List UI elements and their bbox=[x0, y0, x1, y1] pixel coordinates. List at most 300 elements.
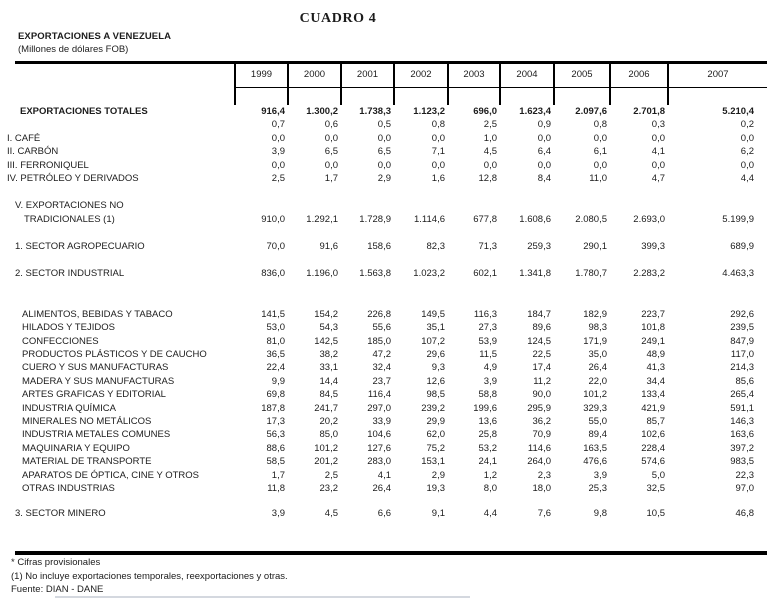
value-cell: 0,0 bbox=[377, 132, 391, 144]
value-cell: 53,9 bbox=[478, 335, 497, 347]
value-cell: 142,5 bbox=[314, 335, 338, 347]
value-cell: 264,0 bbox=[527, 456, 551, 468]
year-header: 2003 bbox=[447, 64, 499, 88]
section-spacer bbox=[5, 226, 767, 240]
value-cell bbox=[447, 199, 499, 212]
value-cell bbox=[667, 199, 767, 212]
table-row bbox=[5, 442, 767, 455]
value-cell: 32,4 bbox=[372, 362, 391, 374]
value-cell: 6,4 bbox=[537, 146, 551, 158]
value-cell: 241,7 bbox=[314, 402, 338, 414]
row-label: ALIMENTOS, BEBIDAS Y TABACO bbox=[22, 308, 173, 320]
value-cell: 5.199,9 bbox=[722, 213, 754, 225]
table-row bbox=[5, 507, 767, 520]
value-cell: 1.196,0 bbox=[306, 267, 338, 279]
value-cell: 17,3 bbox=[266, 416, 285, 428]
value-cell: 116,4 bbox=[367, 389, 391, 401]
year-header: 1999 bbox=[234, 64, 287, 88]
row-label: MAQUINARIA Y EQUIPO bbox=[22, 442, 130, 454]
value-cell: 1,6 bbox=[431, 172, 445, 184]
value-cell: 141,5 bbox=[261, 308, 285, 320]
row-label: 1. SECTOR AGROPECUARIO bbox=[15, 241, 145, 253]
value-cell: 6,1 bbox=[593, 146, 607, 158]
row-label: EXPORTACIONES TOTALES bbox=[20, 106, 148, 117]
table-row bbox=[5, 375, 767, 388]
year-header: 2000 bbox=[287, 64, 340, 88]
value-cell bbox=[393, 199, 447, 212]
value-cell: 33,9 bbox=[372, 416, 391, 428]
header-ext-spacer bbox=[5, 88, 234, 105]
table-row bbox=[5, 172, 767, 185]
value-cell: 297,0 bbox=[367, 402, 391, 414]
value-cell: 36,2 bbox=[532, 416, 551, 428]
table-row bbox=[5, 240, 767, 253]
value-cell: 89,6 bbox=[532, 322, 551, 334]
value-cell: 1,7 bbox=[271, 469, 285, 481]
value-cell: 295,9 bbox=[527, 402, 551, 414]
row-label: 2. SECTOR INDUSTRIAL bbox=[15, 267, 125, 279]
row-label: I. CAFÉ bbox=[7, 132, 41, 144]
value-cell: 397,2 bbox=[730, 442, 754, 454]
value-cell: 153,1 bbox=[421, 456, 445, 468]
table-row bbox=[5, 308, 767, 321]
value-cell: 107,2 bbox=[421, 335, 445, 347]
value-cell: 2,5 bbox=[271, 172, 285, 184]
table-bottom-rule bbox=[15, 551, 767, 555]
value-cell: 3,9 bbox=[483, 375, 497, 387]
value-cell: 1,7 bbox=[324, 172, 338, 184]
value-cell: 4,5 bbox=[324, 508, 338, 520]
value-cell: 25,3 bbox=[588, 482, 607, 494]
value-cell: 1.023,2 bbox=[413, 267, 445, 279]
table-header-row bbox=[5, 64, 767, 88]
value-cell: 1.563,8 bbox=[359, 267, 391, 279]
value-cell: 69,8 bbox=[266, 389, 285, 401]
value-cell: 602,1 bbox=[473, 267, 497, 279]
value-cell: 910,0 bbox=[261, 213, 285, 225]
value-cell: 2.097,6 bbox=[575, 106, 607, 117]
value-cell bbox=[499, 199, 553, 212]
value-cell: 329,3 bbox=[583, 402, 607, 414]
value-cell: 5.210,4 bbox=[722, 106, 754, 117]
value-cell: 11,5 bbox=[479, 349, 497, 361]
value-cell: 0,0 bbox=[324, 159, 338, 171]
value-cell: 70,0 bbox=[266, 241, 285, 253]
value-cell: 4,7 bbox=[651, 172, 665, 184]
footnote-exclusions: (1) No incluye exportaciones temporales, reexportaciones y otras. bbox=[11, 570, 288, 582]
table-body bbox=[5, 105, 767, 521]
value-cell: 104,6 bbox=[367, 429, 391, 441]
value-cell: 239,2 bbox=[421, 402, 445, 414]
value-cell: 48,9 bbox=[646, 349, 665, 361]
value-cell: 58,5 bbox=[266, 456, 285, 468]
table-row bbox=[5, 402, 767, 415]
row-label: MINERALES NO METÁLICOS bbox=[22, 416, 152, 428]
table-row bbox=[5, 348, 767, 361]
value-cell: 101,2 bbox=[583, 389, 607, 401]
value-cell: 187,8 bbox=[261, 402, 285, 414]
value-cell: 0,0 bbox=[377, 159, 391, 171]
value-cell: 226,8 bbox=[367, 308, 391, 320]
value-cell: 290,1 bbox=[583, 241, 607, 253]
value-cell: 7,6 bbox=[537, 508, 551, 520]
value-cell: 983,5 bbox=[730, 456, 754, 468]
value-cell: 46,8 bbox=[735, 508, 754, 520]
value-cell: 124,5 bbox=[527, 335, 551, 347]
value-cell: 27,3 bbox=[478, 322, 497, 334]
value-cell: 11,0 bbox=[589, 172, 607, 184]
value-cell: 41,3 bbox=[646, 362, 665, 374]
value-cell: 0,0 bbox=[537, 159, 551, 171]
value-cell bbox=[340, 199, 393, 212]
year-column-rule bbox=[499, 88, 553, 105]
value-cell: 7,1 bbox=[431, 146, 445, 158]
year-header: 2006 bbox=[609, 64, 667, 88]
year-column-rule bbox=[234, 88, 287, 105]
value-cell: 1.623,4 bbox=[519, 106, 551, 117]
value-cell: 29,6 bbox=[426, 349, 445, 361]
row-label: TRADICIONALES (1) bbox=[24, 213, 115, 225]
value-cell: 3,9 bbox=[271, 508, 285, 520]
value-cell: 89,4 bbox=[588, 429, 607, 441]
value-cell: 9,9 bbox=[271, 375, 285, 387]
value-cell: 90,0 bbox=[532, 389, 551, 401]
year-column-rule bbox=[667, 88, 767, 105]
value-cell: 9,8 bbox=[593, 508, 607, 520]
footnotes bbox=[11, 556, 288, 597]
value-cell: 4.463,3 bbox=[722, 267, 754, 279]
value-cell: 91,6 bbox=[319, 241, 338, 253]
value-cell: 677,8 bbox=[473, 213, 497, 225]
table-title: EXPORTACIONES A VENEZUELA bbox=[18, 31, 172, 42]
value-cell: 26,4 bbox=[588, 362, 607, 374]
value-cell: 14,4 bbox=[319, 375, 338, 387]
table-row bbox=[5, 428, 767, 441]
value-cell: 81,0 bbox=[266, 335, 285, 347]
value-cell: 35,0 bbox=[588, 349, 607, 361]
table-row bbox=[5, 118, 767, 131]
value-cell: 4,5 bbox=[483, 146, 497, 158]
value-cell: 2,5 bbox=[324, 469, 338, 481]
value-cell: 185,0 bbox=[367, 335, 391, 347]
value-cell: 75,2 bbox=[426, 442, 445, 454]
value-cell: 0,6 bbox=[324, 119, 338, 131]
table-row bbox=[5, 455, 767, 468]
year-header: 2005 bbox=[553, 64, 609, 88]
value-cell: 8,4 bbox=[537, 172, 551, 184]
value-cell: 0,2 bbox=[740, 119, 754, 131]
value-cell: 58,8 bbox=[478, 389, 497, 401]
value-cell: 0,9 bbox=[537, 119, 551, 131]
value-cell bbox=[609, 199, 667, 212]
table-row bbox=[5, 213, 767, 226]
section-spacer bbox=[5, 280, 767, 308]
value-cell: 35,1 bbox=[426, 322, 445, 334]
value-cell: 146,3 bbox=[730, 416, 754, 428]
value-cell: 2.693,0 bbox=[633, 213, 665, 225]
value-cell: 3,9 bbox=[271, 146, 285, 158]
value-cell: 22,0 bbox=[588, 375, 607, 387]
value-cell: 4,4 bbox=[740, 172, 754, 184]
value-cell: 6,2 bbox=[740, 146, 754, 158]
value-cell: 916,4 bbox=[261, 106, 285, 117]
header-rule-extension bbox=[5, 88, 767, 105]
value-cell: 5,0 bbox=[651, 469, 665, 481]
year-column-rule bbox=[553, 88, 609, 105]
value-cell: 54,3 bbox=[319, 322, 338, 334]
value-cell: 53,0 bbox=[266, 322, 285, 334]
value-cell: 25,8 bbox=[478, 429, 497, 441]
value-cell: 182,9 bbox=[583, 308, 607, 320]
value-cell: 0,0 bbox=[431, 132, 445, 144]
row-label: INDUSTRIA QUÍMICA bbox=[22, 402, 116, 414]
value-cell: 62,0 bbox=[426, 429, 445, 441]
value-cell: 24,1 bbox=[478, 456, 497, 468]
value-cell: 2,9 bbox=[377, 172, 391, 184]
value-cell: 53,2 bbox=[478, 442, 497, 454]
value-cell: 1.341,8 bbox=[519, 267, 551, 279]
value-cell: 0,7 bbox=[271, 119, 285, 131]
value-cell: 98,5 bbox=[426, 389, 445, 401]
value-cell: 82,3 bbox=[426, 241, 445, 253]
value-cell: 283,0 bbox=[367, 456, 391, 468]
value-cell: 11,2 bbox=[533, 375, 551, 387]
value-cell bbox=[553, 199, 609, 212]
value-cell bbox=[287, 199, 340, 212]
value-cell: 38,2 bbox=[319, 349, 338, 361]
value-cell: 47,2 bbox=[372, 349, 391, 361]
table-row bbox=[5, 145, 767, 158]
value-cell: 133,4 bbox=[641, 389, 665, 401]
year-column-rule bbox=[287, 88, 340, 105]
value-cell: 85,7 bbox=[646, 416, 665, 428]
table-row bbox=[5, 335, 767, 348]
value-cell: 201,2 bbox=[314, 456, 338, 468]
value-cell: 0,0 bbox=[271, 159, 285, 171]
row-label: 3. SECTOR MINERO bbox=[15, 508, 106, 520]
value-cell: 23,2 bbox=[319, 482, 338, 494]
value-cell: 0,0 bbox=[271, 132, 285, 144]
value-cell: 476,6 bbox=[583, 456, 607, 468]
value-cell: 239,5 bbox=[730, 322, 754, 334]
value-cell: 1.780,7 bbox=[575, 267, 607, 279]
value-cell: 6,6 bbox=[377, 508, 391, 520]
value-cell: 171,9 bbox=[583, 335, 607, 347]
table-row bbox=[5, 159, 767, 172]
value-cell: 3,9 bbox=[593, 469, 607, 481]
value-cell: 117,0 bbox=[730, 349, 754, 361]
value-cell: 0,0 bbox=[651, 159, 665, 171]
table-row bbox=[5, 482, 767, 495]
value-cell: 56,3 bbox=[266, 429, 285, 441]
value-cell: 399,3 bbox=[641, 241, 665, 253]
value-cell: 0,0 bbox=[593, 132, 607, 144]
value-cell: 29,9 bbox=[426, 416, 445, 428]
value-cell: 116,3 bbox=[473, 308, 497, 320]
value-cell bbox=[234, 199, 287, 212]
footnote-source: Fuente: DIAN - DANE bbox=[11, 584, 104, 595]
value-cell: 101,2 bbox=[314, 442, 338, 454]
row-label: CUERO Y SUS MANUFACTURAS bbox=[22, 362, 169, 374]
year-header: 2004 bbox=[499, 64, 553, 88]
row-label bbox=[5, 118, 234, 131]
value-cell: 8,0 bbox=[483, 482, 497, 494]
value-cell: 18,0 bbox=[532, 482, 551, 494]
table-row bbox=[5, 105, 767, 118]
value-cell: 0,8 bbox=[431, 119, 445, 131]
value-cell: 259,3 bbox=[527, 241, 551, 253]
value-cell: 265,4 bbox=[730, 389, 754, 401]
value-cell: 32,5 bbox=[646, 482, 665, 494]
footnote-provisional: * Cifras provisionales bbox=[11, 557, 101, 568]
value-cell: 4,1 bbox=[377, 469, 391, 481]
value-cell: 249,1 bbox=[641, 335, 665, 347]
value-cell: 2.283,2 bbox=[633, 267, 665, 279]
value-cell: 19,3 bbox=[426, 482, 445, 494]
value-cell: 4,4 bbox=[483, 508, 497, 520]
value-cell: 33,1 bbox=[319, 362, 338, 374]
value-cell: 836,0 bbox=[261, 267, 285, 279]
value-cell: 689,9 bbox=[730, 241, 754, 253]
value-cell: 199,6 bbox=[473, 402, 497, 414]
value-cell: 4,9 bbox=[483, 362, 497, 374]
value-cell: 2,5 bbox=[483, 119, 497, 131]
year-column-rule bbox=[340, 88, 393, 105]
section-spacer bbox=[5, 495, 767, 507]
value-cell: 88,6 bbox=[266, 442, 285, 454]
row-label: ARTES GRAFICAS Y EDITORIAL bbox=[22, 389, 166, 401]
value-cell: 12,8 bbox=[478, 172, 497, 184]
faint-bottom-line bbox=[55, 596, 470, 598]
year-header: 2001 bbox=[340, 64, 393, 88]
row-label: INDUSTRIA METALES COMUNES bbox=[22, 429, 171, 441]
table-row bbox=[5, 415, 767, 428]
value-cell: 1.292,1 bbox=[306, 213, 338, 225]
row-label: HILADOS Y TEJIDOS bbox=[22, 322, 115, 334]
value-cell: 154,2 bbox=[314, 308, 338, 320]
value-cell: 0,0 bbox=[431, 159, 445, 171]
value-cell: 2,3 bbox=[537, 469, 551, 481]
data-table bbox=[5, 61, 767, 521]
value-cell: 1.728,9 bbox=[359, 213, 391, 225]
value-cell: 71,3 bbox=[478, 241, 497, 253]
value-cell: 9,3 bbox=[431, 362, 445, 374]
value-cell: 4,1 bbox=[651, 146, 665, 158]
value-cell: 12,6 bbox=[426, 375, 445, 387]
value-cell: 22,3 bbox=[735, 469, 754, 481]
value-cell: 0,0 bbox=[483, 159, 497, 171]
value-cell: 2.080,5 bbox=[575, 213, 607, 225]
value-cell: 34,4 bbox=[646, 375, 665, 387]
value-cell: 696,0 bbox=[473, 106, 497, 117]
value-cell: 22,4 bbox=[266, 362, 285, 374]
value-cell: 13,6 bbox=[478, 416, 497, 428]
value-cell: 102,6 bbox=[641, 429, 665, 441]
value-cell: 228,4 bbox=[641, 442, 665, 454]
value-cell: 6,5 bbox=[324, 146, 338, 158]
row-label: MADERA Y SUS MANUFACTURAS bbox=[22, 375, 175, 387]
year-header: 2002 bbox=[393, 64, 447, 88]
value-cell: 6,5 bbox=[377, 146, 391, 158]
value-cell: 0,5 bbox=[377, 119, 391, 131]
table-row bbox=[5, 132, 767, 145]
table-row bbox=[5, 199, 767, 212]
value-cell: 98,3 bbox=[588, 322, 607, 334]
value-cell: 114,6 bbox=[527, 442, 551, 454]
value-cell: 163,5 bbox=[583, 442, 607, 454]
value-cell: 84,5 bbox=[319, 389, 338, 401]
value-cell: 1.608,6 bbox=[519, 213, 551, 225]
value-cell: 214,3 bbox=[730, 362, 754, 374]
value-cell: 591,1 bbox=[730, 402, 754, 414]
row-label: MATERIAL DE TRANSPORTE bbox=[22, 456, 152, 468]
value-cell: 17,4 bbox=[532, 362, 551, 374]
value-cell: 36,5 bbox=[266, 349, 285, 361]
row-label: V. EXPORTACIONES NO bbox=[15, 200, 124, 212]
value-cell: 0,0 bbox=[537, 132, 551, 144]
value-cell: 55,0 bbox=[588, 416, 607, 428]
value-cell: 11,8 bbox=[267, 482, 285, 494]
value-cell: 1,0 bbox=[483, 132, 497, 144]
value-cell: 163,6 bbox=[730, 429, 754, 441]
value-cell: 70,9 bbox=[532, 429, 551, 441]
section-spacer bbox=[5, 254, 767, 267]
value-cell: 85,6 bbox=[735, 375, 754, 387]
value-cell: 2.701,8 bbox=[633, 106, 665, 117]
value-cell: 574,6 bbox=[641, 456, 665, 468]
value-cell: 20,2 bbox=[319, 416, 338, 428]
value-cell: 1.123,2 bbox=[413, 106, 445, 117]
value-cell: 127,6 bbox=[367, 442, 391, 454]
row-label: OTRAS INDUSTRIAS bbox=[22, 482, 115, 494]
value-cell: 0,0 bbox=[740, 159, 754, 171]
value-cell: 158,6 bbox=[367, 241, 391, 253]
value-cell: 421,9 bbox=[641, 402, 665, 414]
table-row bbox=[5, 388, 767, 401]
value-cell: 26,4 bbox=[372, 482, 391, 494]
value-cell: 0,0 bbox=[593, 159, 607, 171]
value-cell: 847,9 bbox=[730, 335, 754, 347]
value-cell: 10,5 bbox=[646, 508, 665, 520]
value-cell: 184,7 bbox=[527, 308, 551, 320]
row-label: II. CARBÓN bbox=[7, 146, 59, 158]
table-row bbox=[5, 361, 767, 374]
value-cell: 97,0 bbox=[735, 482, 754, 494]
value-cell: 223,7 bbox=[641, 308, 665, 320]
value-cell: 22,5 bbox=[532, 349, 551, 361]
year-header: 2007 bbox=[667, 64, 767, 88]
value-cell: 0,0 bbox=[740, 132, 754, 144]
table-row bbox=[5, 321, 767, 334]
table-row bbox=[5, 469, 767, 482]
year-column-rule bbox=[447, 88, 499, 105]
header-label-spacer bbox=[5, 64, 234, 88]
value-cell: 292,6 bbox=[730, 308, 754, 320]
row-label: PRODUCTOS PLÁSTICOS Y DE CAUCHO bbox=[22, 349, 207, 361]
value-cell: 1.114,6 bbox=[414, 213, 445, 225]
row-label: IV. PETRÓLEO Y DERIVADOS bbox=[7, 172, 139, 184]
value-cell: 1.738,3 bbox=[359, 106, 391, 117]
value-cell: 101,8 bbox=[641, 322, 665, 334]
value-cell: 1,2 bbox=[483, 469, 497, 481]
year-column-rule bbox=[609, 88, 667, 105]
value-cell: 0,8 bbox=[593, 119, 607, 131]
row-label: APARATOS DE ÓPTICA, CINE Y OTROS bbox=[22, 469, 200, 481]
value-cell: 85,0 bbox=[319, 429, 338, 441]
year-column-rule bbox=[393, 88, 447, 105]
value-cell: 1.300,2 bbox=[306, 106, 338, 117]
value-cell: 23,7 bbox=[372, 375, 391, 387]
